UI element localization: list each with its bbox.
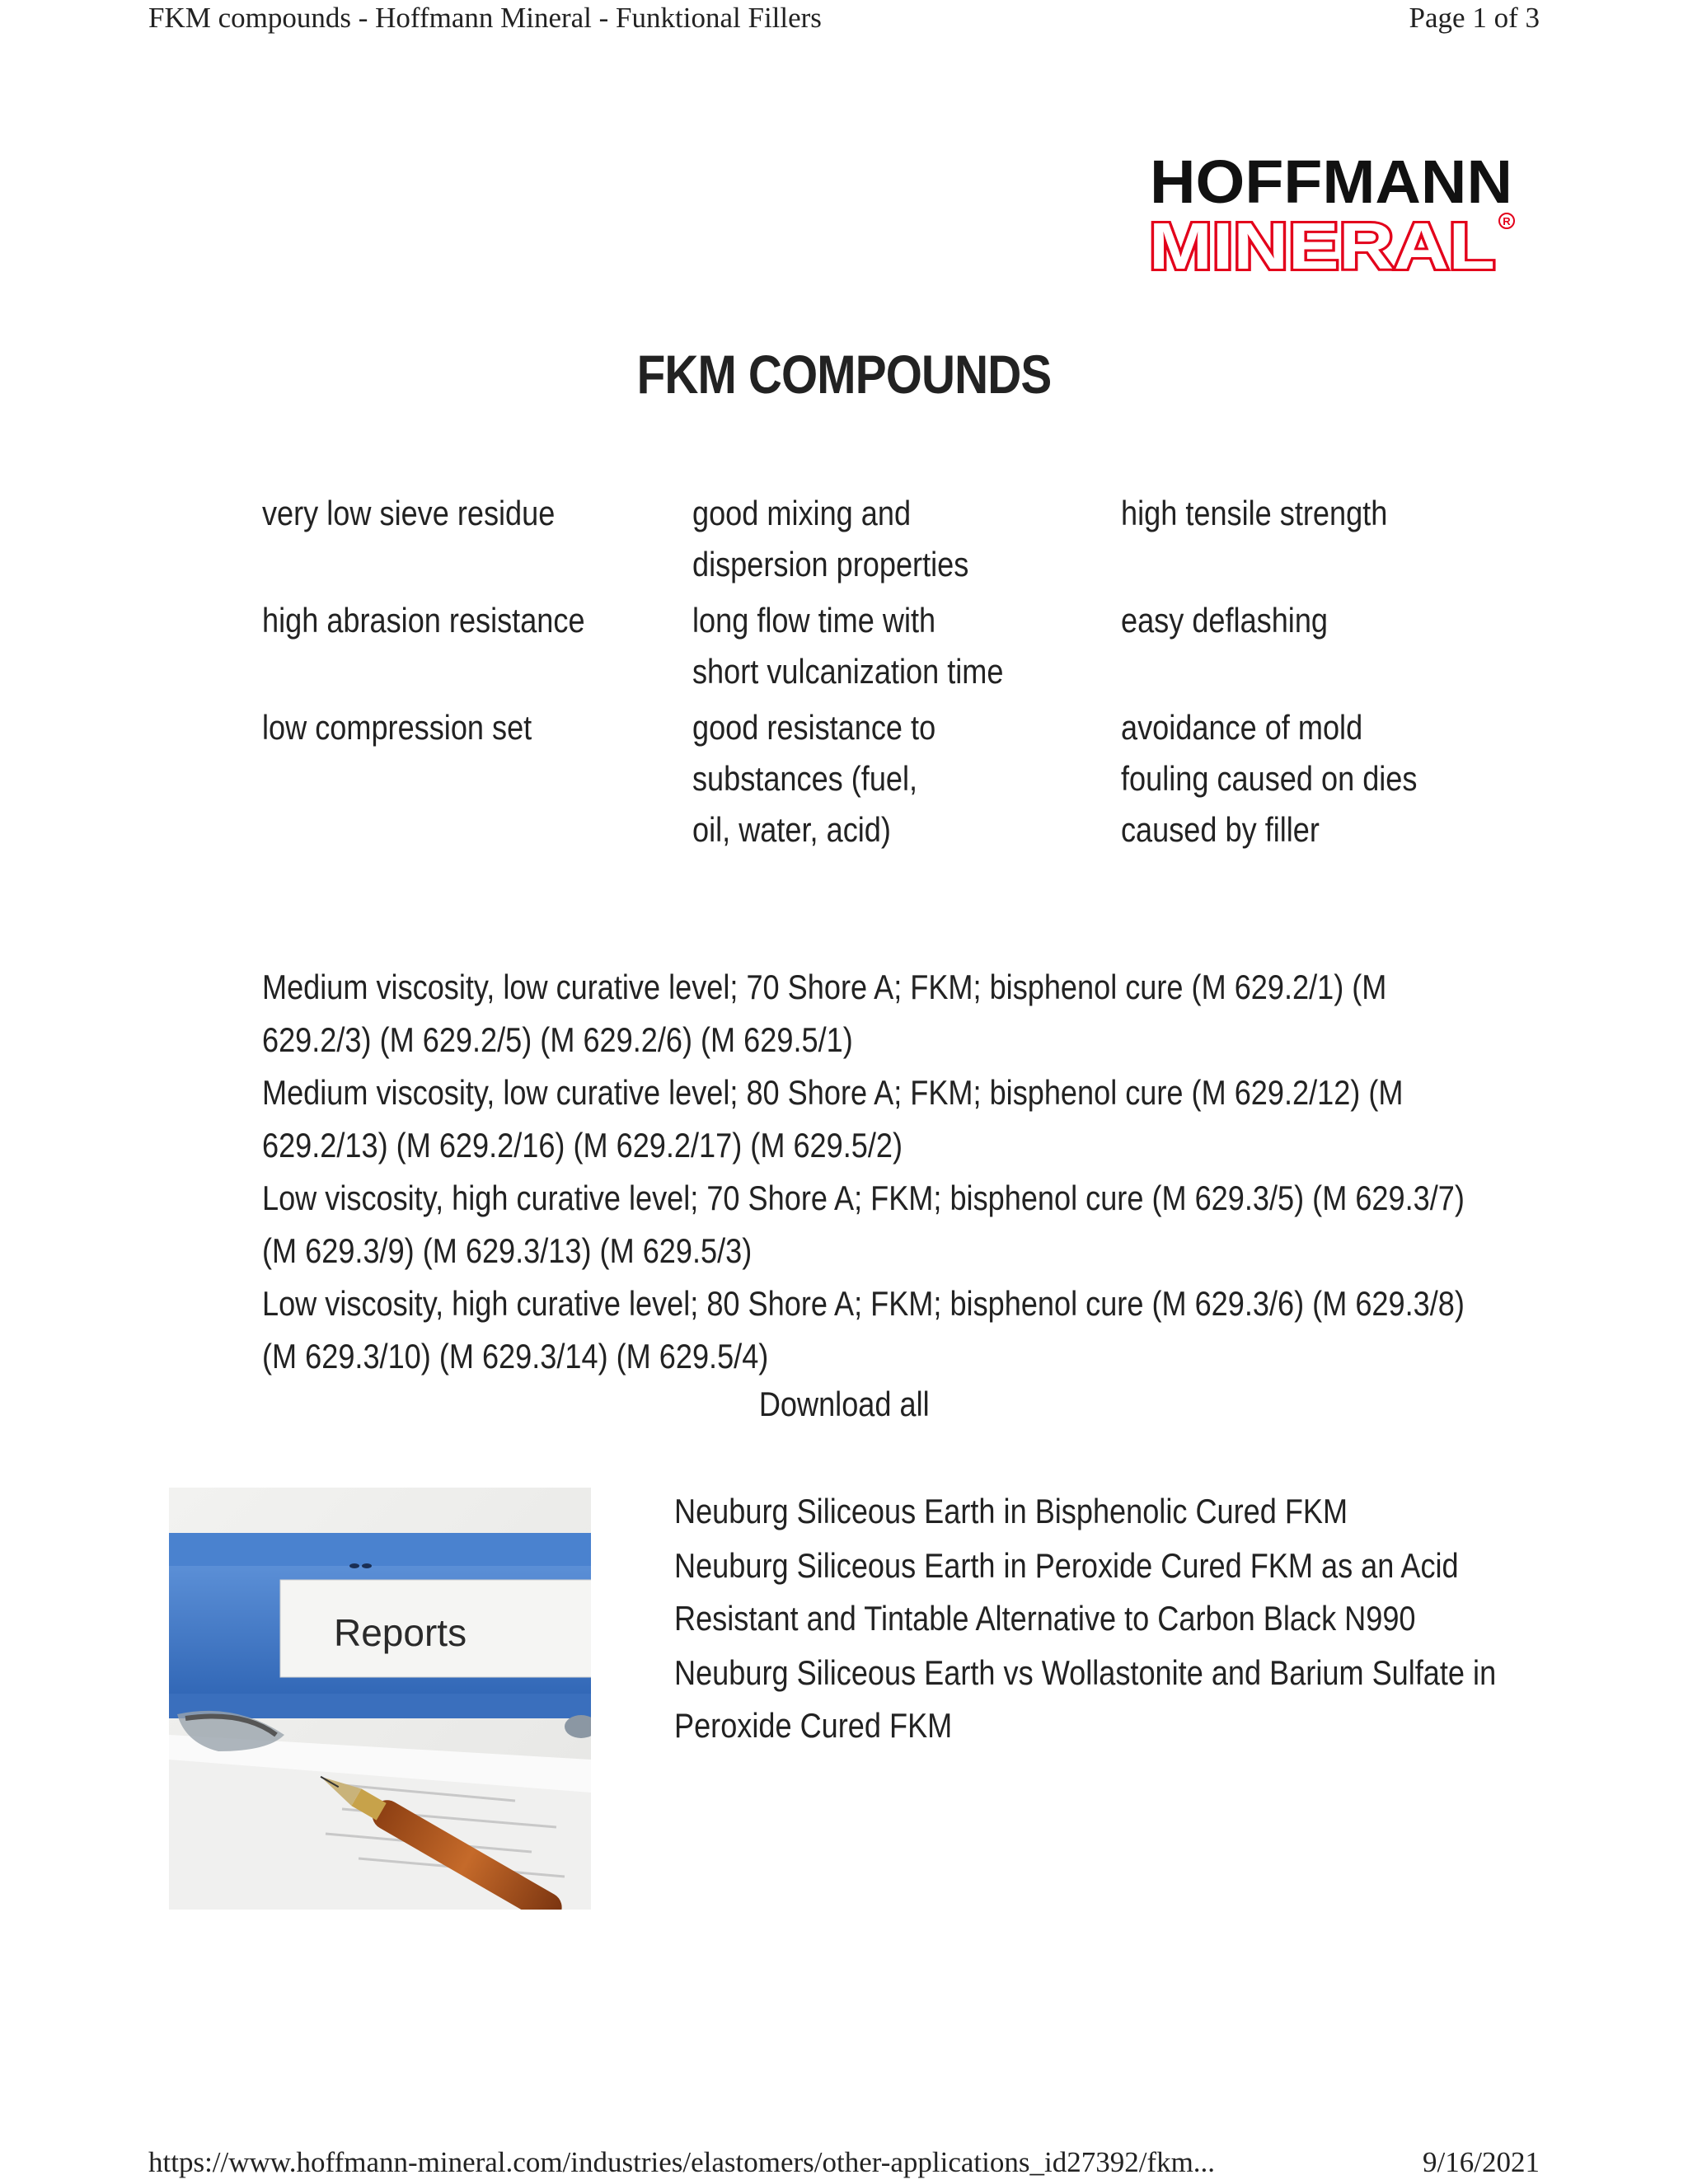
reports-label: Reports [334,1611,467,1654]
print-date: 9/16/2021 [1423,2146,1540,2178]
download-link[interactable]: Low viscosity, high curative level; 80 Shore A; FKM; bisphenol cure (M 629.3/6) (M 629.3/8) (M 629.3/10) (M 629.3/14) (M 629.5/4) [262,1284,1465,1376]
feature-item: very low sieve residue [262,494,556,532]
download-list [262,961,1498,1383]
feature-item: good mixing and dispersion properties [692,494,969,583]
feature-item: long flow time with short vulcanization time [692,601,1004,691]
feature-item: low compression set [262,708,532,747]
feature-item: avoidance of mold fouling caused on dies caused by filler [1121,708,1418,849]
reports-binder-image [169,1488,591,1910]
download-all-label: Download all [758,1385,930,1423]
feature-item: good resistance to substances (fuel, oil, water, acid) [692,708,936,849]
download-link[interactable]: Medium viscosity, low curative level; 80 Shore A; FKM; bisphenol cure (M 629.2/12) (M 629.2/13) (M 629.2/16) (M 629.2/17) (M 629.5/2) [262,1073,1404,1165]
logo-line1: HOFFMANN [1150,148,1512,216]
feature-item: high abrasion resistance [262,601,585,640]
report-link[interactable]: Neuburg Siliceous Earth vs Wollastonite and Barium Sulfate in Peroxide Cured FKM [674,1653,1497,1745]
download-link[interactable]: Low viscosity, high curative level; 70 Shore A; FKM; bisphenol cure (M 629.3/5) (M 629.3/7) (M 629.3/9) (M 629.3/13) (M 629.5/3) [262,1179,1465,1270]
page-url: https://www.hoffmann-mineral.com/industries/elastomers/other-applications_id27392/fkm... [148,2146,1216,2178]
report-link[interactable]: Neuburg Siliceous Earth in Bisphenolic Cured FKM [674,1492,1348,1530]
download-all-link[interactable] [0,1385,1688,1424]
page-number: Page 1 of 3 [1409,2,1540,34]
print-header [148,2,1540,35]
report-list [674,1485,1581,1754]
svg-text:R: R [1503,215,1511,227]
feature-grid [262,488,1498,855]
print-footer [148,2146,1540,2179]
logo-line2: MINERAL [1149,209,1495,280]
feature-item: high tensile strength [1121,494,1388,532]
report-link[interactable]: Neuburg Siliceous Earth in Peroxide Cured FKM as an Acid Resistant and Tintable Alternative to Carbon Black N990 [674,1546,1459,1638]
page-title: FKM COMPOUNDS [636,344,1052,405]
hoffmann-mineral-logo[interactable] [1146,148,1517,280]
download-link[interactable]: Medium viscosity, low curative level; 70 Shore A; FKM; bisphenol cure (M 629.2/1) (M 629.2/3) (M 629.2/5) (M 629.2/6) (M 629.5/1) [262,968,1387,1059]
print-header-title: FKM compounds - Hoffmann Mineral - Funktional Fillers [148,2,822,34]
feature-item: easy deflashing [1121,601,1329,640]
